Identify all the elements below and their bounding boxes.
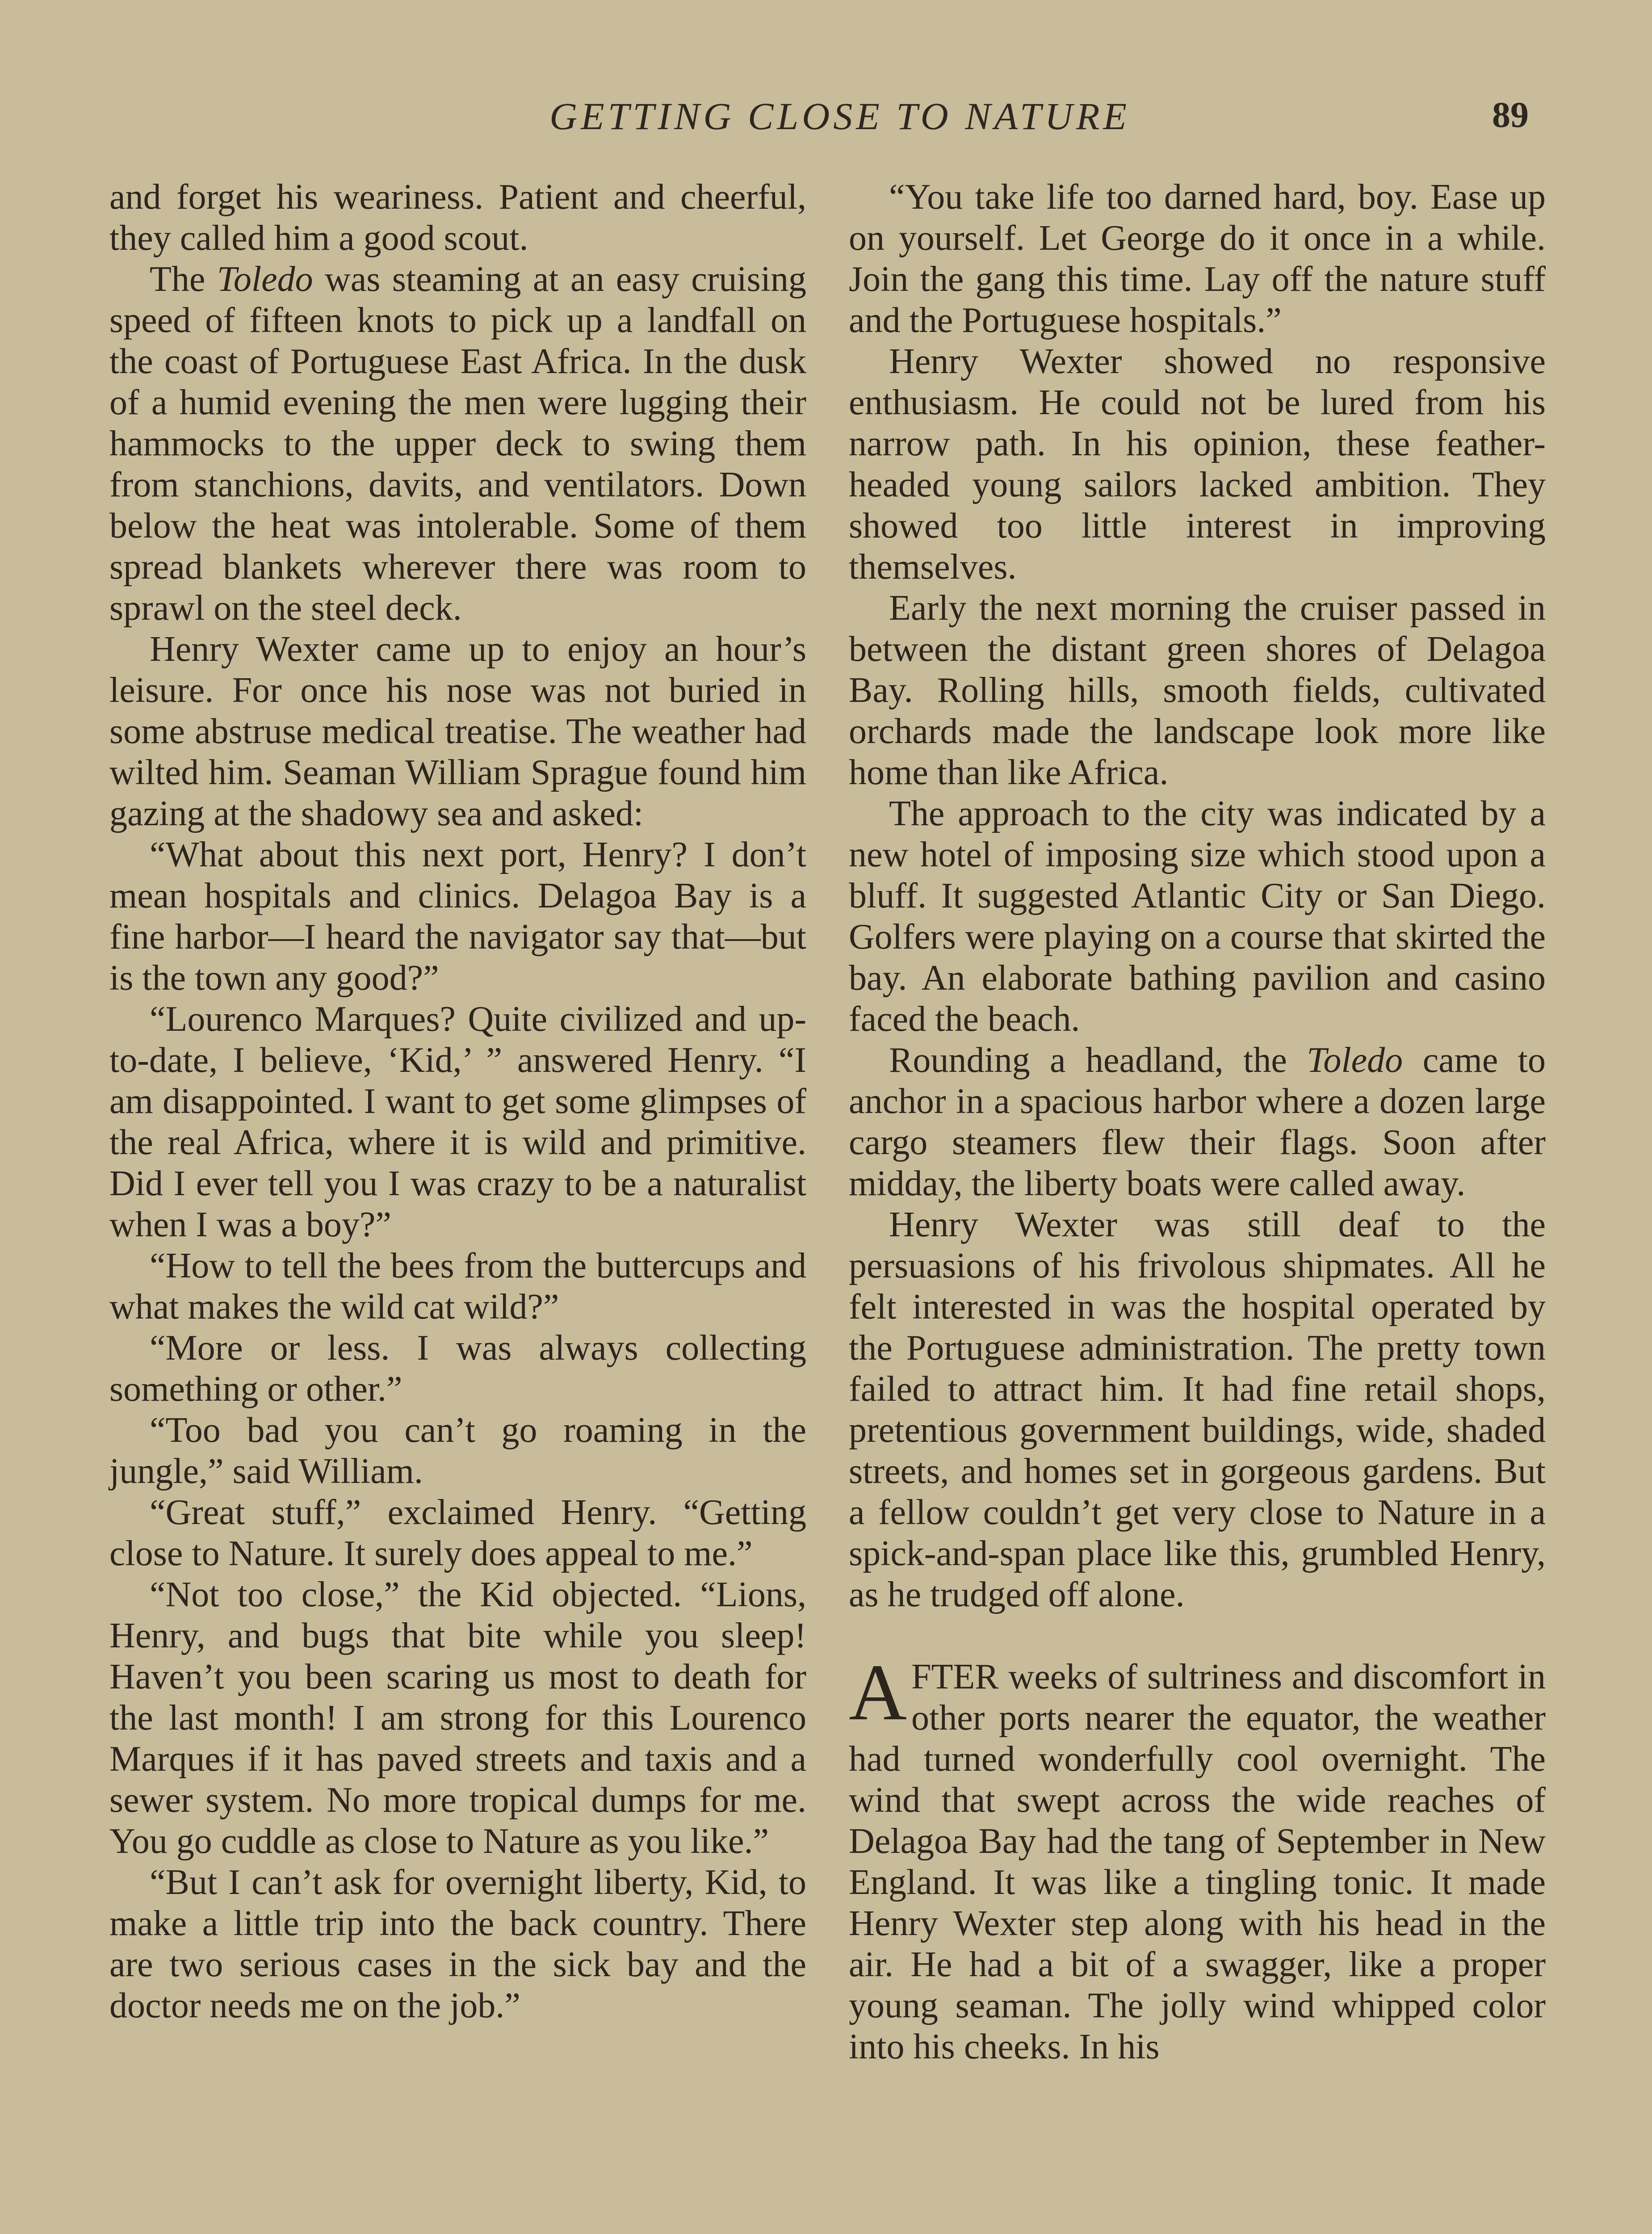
right-column bbox=[849, 176, 1546, 2067]
left-column bbox=[109, 176, 806, 2026]
section-text: weeks of sultriness and discomfort in other ports nearer the equator, the weather had turned wonderfully cool overnight. The wind that swept across the wide reaches of Delagoa Bay had the tang of September in New England. It was like a tingling tonic. It made Henry Wexter step along with his head in the air. He had a bit of a swagger, like a proper young seaman. The jolly wind whipped color into his cheeks. In his bbox=[849, 1657, 1546, 2066]
paragraph: Henry Wexter was still deaf to the persuasions of his frivolous shipmates. All he felt interested in was the hospital operated by the Portuguese administration. The pretty town failed to attract him. It had fine retail shops, pretentious government buildings, wide, shaded streets, and homes set in gorgeous gardens. But a fellow couldn’t get very close to Nature in a spick-and-span place like this, grumbled Henry, as he trudged off alone. bbox=[849, 1205, 1546, 1614]
paragraph: “Great stuff,” exclaimed Henry. “Getting close to Nature. It surely does appeal to me.” bbox=[109, 1493, 806, 1573]
paragraph: “How to tell the bees from the buttercups and what makes the wild cat wild?” bbox=[109, 1246, 806, 1327]
running-title: GETTING CLOSE TO NATURE bbox=[549, 95, 1130, 138]
section-opening-paragraph bbox=[849, 1648, 1546, 2067]
paragraph-rest: came to anchor in a spacious harbor where a dozen large cargo steamers flew their flags. Soon after midday, the liberty boats were called away. bbox=[849, 1041, 1546, 1203]
lead-caps: FTER bbox=[911, 1657, 999, 1696]
paragraph: “Lourenco Marques? Quite civilized and up-to-date, I believe, ‘Kid,’ ” answered Henry. “I am disappointed. I want to get some glimpses of the real Africa, where it is wild and primitive. Did I ever tell you I was crazy to be a naturalist when I was a boy?” bbox=[109, 999, 806, 1244]
paragraph: Henry Wexter came up to enjoy an hour’s leisure. For once his nose was not buried in some abstruse medical treatise. The weather had wilted him. Seaman William Sprague found him gazing at the shadowy sea and asked: bbox=[109, 630, 806, 833]
paragraph: Henry Wexter showed no responsive enthusiasm. He could not be lured from his narrow path. In his opinion, these feather-headed young sailors lacked ambition. They showed too little interest in improving themselves. bbox=[849, 342, 1546, 587]
paragraph: “But I can’t ask for overnight liberty, Kid, to make a little trip into the back country. There are two serious cases in the sick bay and the doctor needs me on the job.” bbox=[109, 1863, 806, 2025]
paragraph: and forget his weariness. Patient and cheerful, they called him a good scout. bbox=[109, 177, 806, 258]
paragraph: “Not too close,” the Kid objected. “Lions, Henry, and bugs that bite while you sleep! Haven’t you been scaring us most to death for the last month! I am strong for this Lourenco Marques if it has paved streets and taxis and a sewer system. No more tropical dumps for me. You go cuddle as close to Nature as you like.” bbox=[109, 1575, 806, 1861]
ship-name: Toledo bbox=[1307, 1041, 1403, 1080]
paragraph: “You take life too darned hard, boy. Ease up on yourself. Let George do it once in a while. Join the gang this time. Lay off the nature stuff and the Portuguese hospitals.” bbox=[849, 177, 1546, 340]
paragraph-rounding: Rounding a headland, the Toledo came to anchor in a spacious harbor where a dozen large cargo steamers flew their flags. Soon after midday, the liberty boats were called away. bbox=[849, 1041, 1546, 1203]
paragraph-toledo: The Toledo was steaming at an easy cruising speed of fifteen knots to pick up a landfall on the coast of Portuguese East Africa. In the dusk of a humid evening the men were lugging their hammocks to the upper deck to swing them from stanchions, davits, and ventilators. Down below the heat was intolerable. Some of them spread blankets wherever there was room to sprawl on the steel deck. bbox=[109, 260, 806, 628]
paragraph: The approach to the city was indicated by a new hotel of imposing size which stood upon a bluff. It suggested Atlantic City or San Diego. Golfers were playing on a course that skirted the bay. An elaborate bathing pavilion and casino faced the beach. bbox=[849, 794, 1546, 1039]
paragraph: “More or less. I was always collecting something or other.” bbox=[109, 1328, 806, 1409]
page-number: 89 bbox=[1492, 94, 1529, 135]
paragraph-rest: was steaming at an easy cruising speed of fifteen knots to pick up a landfall on the coast of Portuguese East Africa. In the dusk of a humid evening the men were lugging their hammocks to the upper deck to swing them from stanchions, davits, and ventilators. Down below the heat was intolerable. Some of them spread blankets wherever there was room to sprawl on the steel deck. bbox=[109, 260, 806, 628]
section-break bbox=[849, 1615, 1546, 1656]
ship-name: Toledo bbox=[217, 260, 313, 299]
paragraph: “Too bad you can’t go roaming in the jungle,” said William. bbox=[109, 1411, 806, 1491]
paragraph: “What about this next port, Henry? I don’t mean hospitals and clinics. Delagoa Bay is a fine harbor—I heard the navigator say that—but is the town any good?” bbox=[109, 835, 806, 998]
paragraph: Early the next morning the cruiser passed in between the distant green shores of Delagoa Bay. Rolling hills, smooth fields, cultivated orchards made the landscape look more like home than like Africa. bbox=[849, 588, 1546, 792]
drop-cap: A bbox=[849, 1648, 907, 1737]
